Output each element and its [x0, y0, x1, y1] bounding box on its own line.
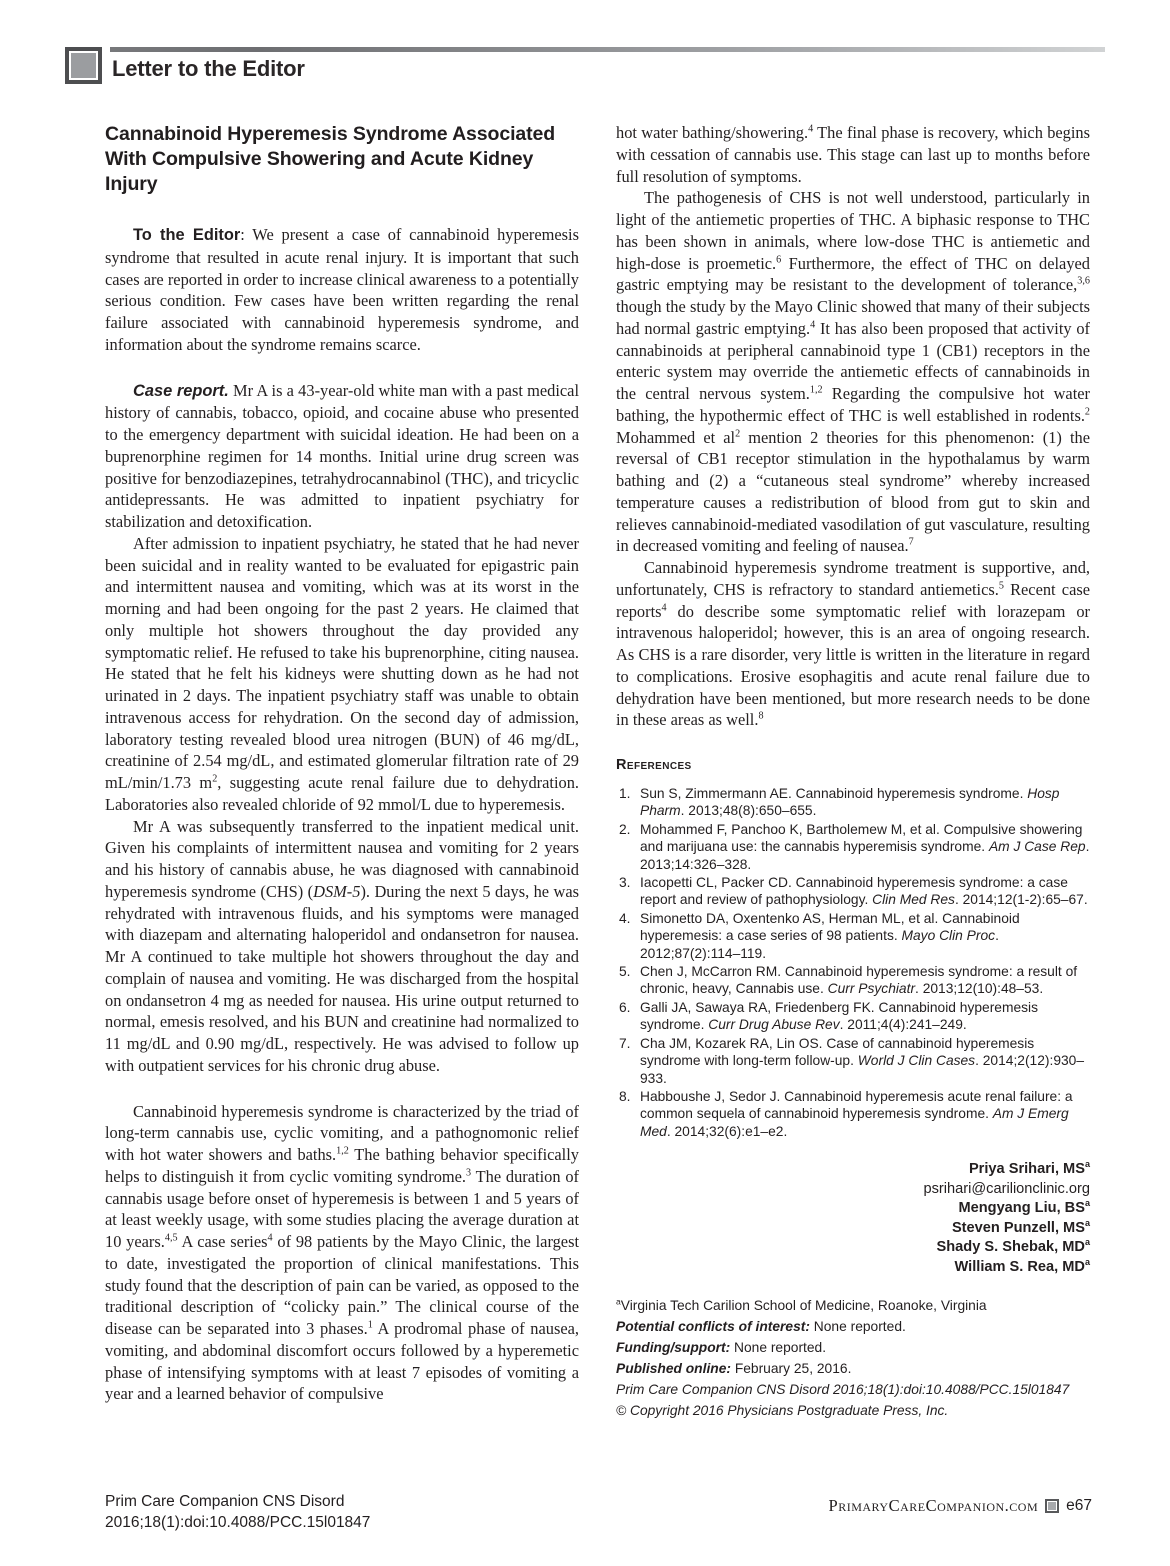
text-segment: Curr Drug Abuse Rev [708, 1017, 840, 1033]
text-segment: though the study by the Mayo Clinic showed that many of their subjects had normal gastric emptying. [616, 297, 1090, 338]
text-segment: . 2012;87(2):114–119. [640, 928, 999, 961]
text-segment: . 2014;32(6):e1–e2. [666, 1123, 788, 1139]
text-segment: . 2013;12(10):48–53. [915, 981, 1044, 997]
superscript: 3,6 [1077, 275, 1090, 287]
superscript: 2 [1084, 406, 1090, 418]
text-segment: Funding/support: [616, 1340, 731, 1356]
page-square-icon-inner [1047, 1501, 1057, 1511]
text-segment: DSM-5 [313, 881, 361, 901]
text-segment: of 98 patients by the Mayo Clinic, the largest to date, investigated the proportion of clinical manifestations. This study found that the description of pain can be varied, as opposed to the traditional description of “colicky pain.” The clinical course of the disease can be separated into 3 phases. [105, 1232, 580, 1338]
text-segment: Recent case reports [616, 579, 1090, 621]
superscript: 3 [466, 1167, 472, 1179]
footnote [616, 1316, 1090, 1337]
superscript: a [1084, 1198, 1090, 1209]
text-segment: The final phase is recovery, which begins with cessation of cannabis use. This stage can last up to months before full resolution of symptoms. [616, 123, 1090, 186]
ref [616, 910, 1090, 962]
superscript: 7 [908, 536, 914, 548]
text-segment: Mengyang Liu, BS [958, 1200, 1085, 1217]
text-segment: , suggesting acute renal failure due to dehydration. Laboratories also revealed chloride of 92 mmol/L due to hyperemesis. [105, 773, 579, 814]
superscript: 1 [367, 1319, 373, 1331]
text-segment: Case report. [133, 381, 229, 400]
text-segment: . 2011;4(4):241–249. [839, 1017, 967, 1033]
text-segment: hot water bathing/showering. [616, 123, 809, 142]
text-segment: . 2014;2(12):930–933. [640, 1053, 1085, 1086]
author [616, 1219, 1090, 1239]
journal-doi: 2016;18(1):doi:10.4088/PCC.15l01847 [105, 1514, 371, 1531]
page-header [65, 47, 1105, 97]
text-segment: mention 2 theories for this phenomenon: (1) the reversal of CB1 receptor stimulation in the hypothalamus by warm bathing and (2) a “cutaneous steal syndrome” whereby increased temperature causes a redistribution of blood from gut to skin and relieves cannabinoid-mediated vasodilation of gut vasculature, resulting in decreased vomiting and feeling of nausea. [616, 427, 1091, 556]
para [616, 122, 1090, 187]
text-segment: A prodromal phase of nausea, vomiting, and abdominal discomfort occurs followed by a hyperemetic phase of intensifying symptoms with at least 7 episodes of vomiting a year and a learned behavior of compulsive [105, 1319, 579, 1404]
text-segment: . 2013;14:326–328. [640, 839, 1090, 872]
text-segment: Mr A is a 43-year-old white man with a past medical history of cannabis, tobacco, opioid, and cocaine abuse who presented to the emergency department with suicidal ideation. He had been on a buprenorphine regimen for 14 months. Initial urine drug screen was positive for benzodiazepines, tetrahydrocannabinol (THC), and tricyclic antidepressants. He was admitted to inpatient psychiatry for stabilization and detoxification. [105, 380, 579, 531]
superscript: 4 [661, 602, 667, 614]
ref [616, 963, 1090, 998]
author [616, 1238, 1090, 1258]
page-square-icon [1045, 1499, 1059, 1513]
text-segment: A case series [177, 1232, 268, 1251]
journal-website: PrimaryCareCompanion.com [828, 1496, 1039, 1515]
left-column-blocks [105, 224, 579, 1405]
text-segment: The duration of cannabis usage before onset of hyperemesis is between 1 and 5 years of at least weekly usage, with some studies placing the average duration at 10 years. [105, 1166, 579, 1251]
reference-number: 3. [619, 875, 631, 891]
text-segment: Cha JM, Kozarek RA, Lin OS. Case of cannabinoid hyperemesis syndrome with long-term follow-up. [640, 1035, 1035, 1069]
superscript: a [1084, 1256, 1090, 1267]
text-segment: © Copyright 2016 Physicians Postgraduate Press, Inc. [616, 1403, 949, 1419]
text-segment: Regarding the compulsive hot water bathing, the hypothermic effect of THC is well established in rodents. [616, 384, 1090, 425]
reference-number: 1. [619, 786, 631, 801]
text-segment: None reported. [730, 1340, 827, 1356]
ref [616, 1035, 1090, 1087]
author [616, 1160, 1090, 1180]
footnote [616, 1295, 1090, 1316]
superscript: a [616, 1296, 621, 1307]
author [616, 1258, 1090, 1278]
superscript: 8 [758, 710, 764, 722]
footnote [616, 1379, 1090, 1400]
ref [616, 1088, 1090, 1140]
text-segment: . 2013;48(8):650–655. [680, 803, 817, 819]
text-segment: Mohammed et al [616, 427, 736, 447]
text-segment: Mr A was subsequently transferred to the inpatient medical unit. Given his complaints of intermittent nausea and vomiting for 2 years and his history of cannabis abuse, he was diagnosed with cannabinoid hyperemesis syndrome (CHS) ( [105, 816, 579, 901]
text-segment: None reported. [809, 1319, 906, 1335]
journal-name: Prim Care Companion CNS Disord [105, 1493, 345, 1510]
text-segment: William S. Rea, MD [954, 1258, 1085, 1275]
author [616, 1199, 1090, 1219]
text-segment: do describe some symptomatic relief with lorazepam or intravenous haloperidol; however, this is an area of ongoing research. As CHS is a rare disorder, very little is written in the literature in regard to complications. Erosive esophagitis and acute renal failure due to dehydration have been mentioned, but more research needs to be done in these areas as well. [616, 601, 1090, 730]
superscript: 2 [735, 428, 741, 440]
superscript: 1,2 [809, 384, 823, 396]
journal-citation [105, 1491, 370, 1533]
text-segment: Published online: [616, 1361, 731, 1377]
text-segment: Mayo Clin Proc [901, 928, 996, 944]
text-segment: Am J Case Rep [988, 839, 1086, 855]
reference-number: 5. [619, 964, 631, 980]
reference-number: 6. [619, 999, 631, 1015]
text-segment: . 2014;12(1-2):65–67. [954, 892, 1088, 908]
text-segment: It has also been proposed that activity of cannabinoids at peripheral cannabinoid type 1 (CB1) receptors in the enteric system may override the antiemetic effects of cannabinoids in the central nervous system. [616, 318, 1090, 403]
section-title: Letter to the Editor [112, 56, 305, 81]
reference-number: 8. [619, 1088, 631, 1104]
article-title: Cannabinoid Hyperemesis Syndrome Associated With Compulsive Showering and Acute Kidney Injury [105, 123, 556, 195]
text-segment: Steven Punzell, MS [951, 1219, 1085, 1236]
text-segment: Clin Med Res [872, 892, 955, 908]
text-segment: Habboushe J, Sedor J. Cannabinoid hyperemesis acute renal failure: a common sequela of cannabinoid hyperemesis syndrome. [640, 1088, 1073, 1122]
text-segment: Mohammed F, Panchoo K, Bartholemew M, et al. Compulsive showering and marijuana use: the cannabis hyperemisis syndrome. [640, 821, 1083, 855]
para [105, 224, 579, 356]
text-segment: psrihari@carilionclinic.org [923, 1180, 1090, 1197]
superscript: 4 [808, 123, 814, 135]
reference-number: 4. [619, 910, 631, 926]
text-segment: ). During the next 5 days, he was rehydrated with intravenous fluids, and his symptoms were managed with diazepam and alternating haloperidol and ondansetron for nausea. Mr A continued to take multiple hot showers throughout the day and complain of nausea and vomiting. He was discharged from the hospital on ondansetron 4 mg as needed for nausea. His urine output returned to normal, emesis resolved, and his BUN and creatinine had normalized to 11 mg/dL and 0.90 mg/dL, respectively. He was advised to follow up with outpatient services for his chronic drug abuse. [105, 881, 580, 1075]
page-number: e67 [1066, 1497, 1092, 1514]
ref [616, 874, 1090, 909]
footer-right [829, 1496, 1092, 1516]
superscript: a [1084, 1159, 1090, 1170]
right-column [616, 122, 1090, 1421]
superscript: 4 [267, 1232, 273, 1244]
para [105, 533, 579, 816]
para [105, 816, 579, 1077]
footnote [616, 1337, 1090, 1358]
section-square-icon-inner [69, 51, 98, 80]
superscript: 1,2 [336, 1145, 349, 1157]
text-segment: Furthermore, the effect of THC on delayed gastric emptying may be resistant to the development of tolerance, [616, 253, 1090, 295]
superscript: 4,5 [164, 1232, 178, 1244]
superscript: a [1084, 1217, 1090, 1228]
superscript: 6 [776, 254, 782, 266]
author-email [616, 1180, 1090, 1200]
text-segment: Cannabinoid hyperemesis syndrome is characterized by the triad of long-term cannabis use, cyclic vomiting, and a pathognomonic relief with hot water showers and baths. [105, 1101, 579, 1164]
para [105, 380, 579, 533]
text-segment: The bathing behavior specifically helps to distinguish it from cyclic vomiting syndrome. [105, 1145, 579, 1186]
reference-number: 7. [619, 1035, 631, 1051]
refs-heading [616, 757, 1090, 773]
text-segment: Simonetto DA, Oxentenko AS, Herman ML, et al. Cannabinoid hyperemesis: a case series of 98 patients. [640, 910, 1020, 944]
text-segment: Potential conflicts of interest: [616, 1319, 810, 1335]
text-segment: After admission to inpatient psychiatry, he stated that he had never been suicidal and in reality wanted to be evaluated for epigastric pain and intermittent nausea and vomiting, which was at its worst in the morning and had been ongoing for the past 2 years. He claimed that only multiple hot showers throughout the day provided any symptomatic relief. He refused to take his buprenorphine, citing nausea. He stated that he felt his kidneys were shutting down as he had not urinated in 2 days. The inpatient psychiatry staff was unable to obtain intravenous access for rehydration. On the second day of admission, laboratory testing revealed blood urea nitrogen (BUN) of 46 mg/dL, creatinine of 2.54 mg/dL, and estimated glomerular filtration rate of 29 mL/min/1.73 m [105, 533, 579, 792]
text-segment: Am J Emerg Med [640, 1106, 1069, 1139]
text-segment: Cannabinoid hyperemesis syndrome treatment is supportive, and, unfortunately, CHS is refractory to standard antiemetics. [616, 558, 1090, 599]
text-segment: Priya Srihari, MS [968, 1161, 1085, 1178]
section-square-icon [65, 47, 102, 84]
text-segment: : We present a case of cannabinoid hyperemesis syndrome that resulted in acute renal injury. It is important that such cases are reported in order to increase clinical awareness to a potentially serious condition. Few cases have been written regarding the renal failure associated with cannabinoid hyperemesis syndrome, and information about the syndrome remains scarce. [105, 225, 579, 354]
header-rule [110, 47, 1105, 52]
para [616, 187, 1090, 557]
text-segment: Galli JA, Sawaya RA, Friedenberg FK. Cannabinoid hyperemesis syndrome. [640, 999, 1039, 1033]
text-segment: Sun S, Zimmermann AE. Cannabinoid hyperemesis syndrome. [640, 786, 1028, 801]
footnote [616, 1400, 1090, 1421]
para [616, 557, 1090, 731]
footnote [616, 1358, 1090, 1379]
text-segment: Hosp Pharm [640, 786, 1060, 819]
right-column-blocks [616, 122, 1090, 1421]
superscript: 5 [998, 580, 1004, 592]
superscript: 4 [810, 319, 816, 331]
reference-number: 2. [619, 821, 631, 837]
text-segment: Prim Care Companion CNS Disord 2016;18(1):doi:10.4088/PCC.15l01847 [616, 1382, 1070, 1398]
text-segment: The pathogenesis of CHS is not well understood, particularly in light of the antiemetic properties of THC. A biphasic response to THC has been shown in animals, where low-dose THC is antiemetic and high-dose is proemetic. [616, 188, 1090, 273]
text-segment: World J Clin Cases [857, 1053, 976, 1069]
text-segment: Chen J, McCarron RM. Cannabinoid hyperemesis syndrome: a result of chronic, heavy, Cannabis use. [640, 964, 1078, 997]
text-segment: Virginia Tech Carilion School of Medicine, Roanoke, Virginia [620, 1298, 987, 1314]
article-body [105, 122, 1090, 1421]
superscript: 2 [212, 773, 218, 785]
ref [616, 821, 1090, 873]
text-segment: Iacopetti CL, Packer CD. Cannabinoid hyperemesis syndrome: a case report and review of pathophysiology. [640, 875, 1068, 908]
text-segment: Shady S. Shebak, MD [936, 1239, 1085, 1256]
ref [616, 785, 1090, 820]
superscript: a [1084, 1237, 1090, 1248]
left-column [105, 122, 579, 1421]
text-segment: Curr Psychiatr [827, 981, 916, 997]
ref [616, 999, 1090, 1034]
text-segment: February 25, 2016. [730, 1361, 852, 1377]
text-segment: To the Editor [133, 226, 241, 244]
text-segment: References [616, 757, 692, 773]
para [105, 1101, 579, 1406]
